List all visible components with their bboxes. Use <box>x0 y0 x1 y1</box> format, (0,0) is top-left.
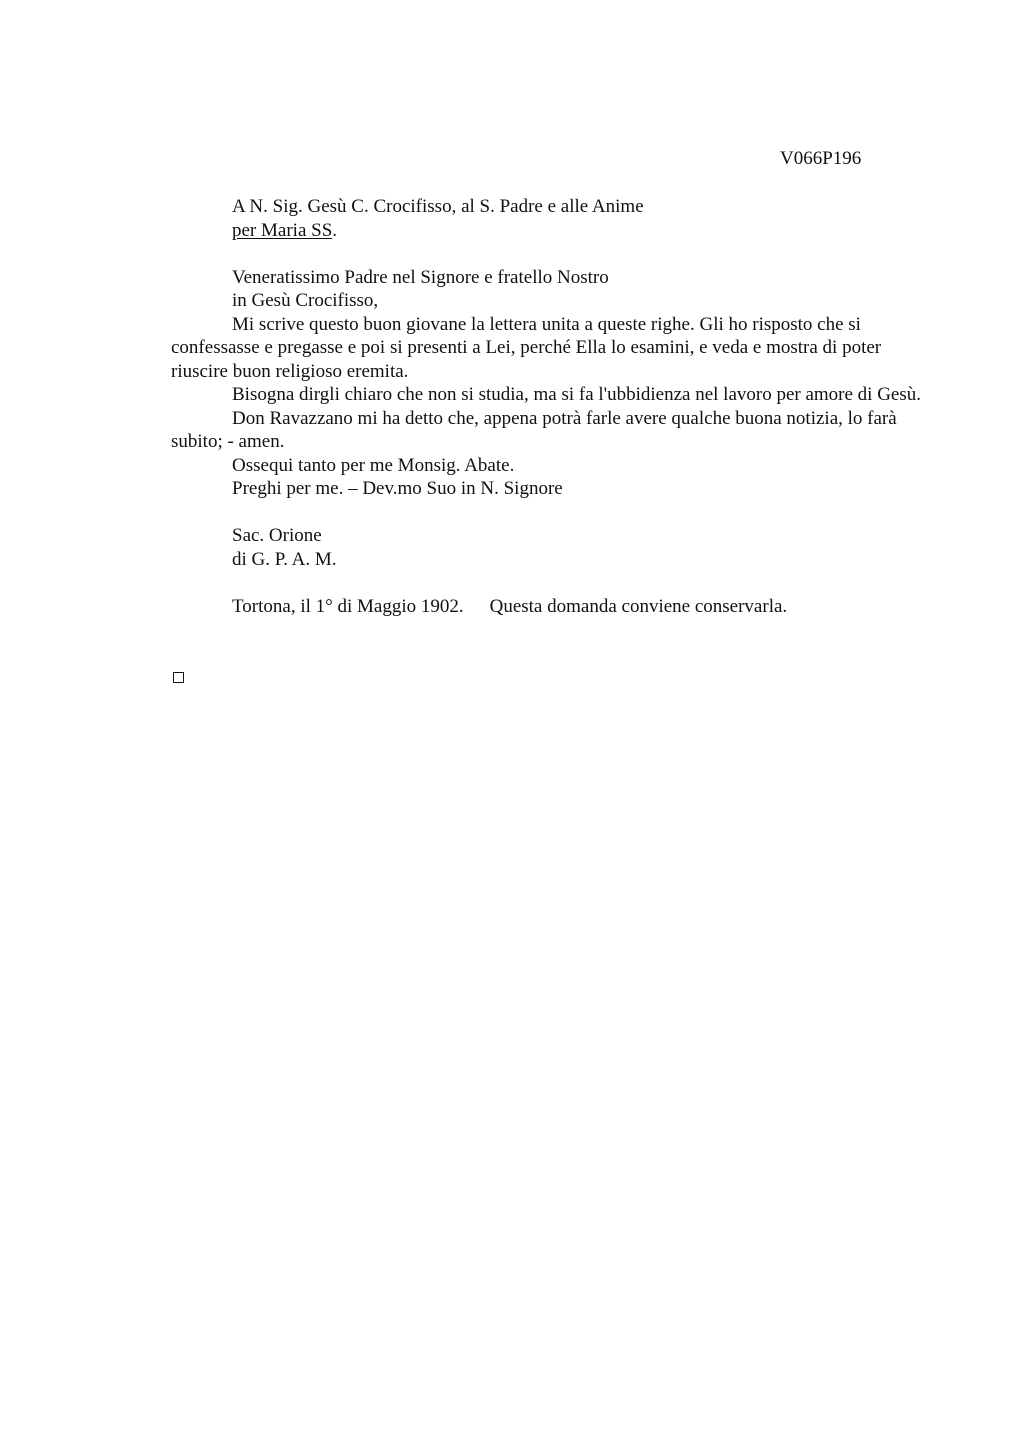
dedication-line-end: . <box>332 219 338 241</box>
salutation-line-1: Veneratissimo Padre nel Signore e fratello Nostro <box>232 266 609 288</box>
document-reference-code: V066P196 <box>780 148 862 169</box>
signature-line-2: di G. P. A. M. <box>232 548 337 570</box>
paragraph-4: Ossequi tanto per me Monsig. Abate. <box>232 454 515 476</box>
spacer <box>171 571 931 595</box>
dedication-line-2 <box>171 219 931 243</box>
paragraph-3: Don Ravazzano mi ha detto che, appena potrà farle avere qualche buona notizia, lo farà subito; - amen. <box>171 407 897 452</box>
spacer <box>171 242 931 266</box>
spacer <box>171 501 931 525</box>
paragraph-5: Preghi per me. – Dev.mo Suo in N. Signore <box>232 478 563 499</box>
letter-body <box>171 195 931 618</box>
dedication-underlined-text: per Maria SS <box>232 219 333 241</box>
place-date: Tortona, il 1° di Maggio 1902. <box>232 595 464 617</box>
paragraph-1: Mi scrive questo buon giovane la lettera unita a queste righe. Gli ho risposto che si confessasse e pregasse e poi si presenti a Lei, perché Ella lo esamini, e veda e mostra di poter riuscire buon religioso eremita. <box>171 313 882 382</box>
signature-line-1: Sac. Orione <box>232 525 322 546</box>
closing-line <box>171 595 931 619</box>
salutation-line-2: in Gesù Crocifisso, <box>232 290 379 311</box>
empty-checkbox-icon <box>173 672 184 683</box>
paragraph-2: Bisogna dirgli chiaro che non si studia, ma si fa l'ubbidienza nel lavoro per amore di Gesù. <box>232 384 922 405</box>
dedication-line-1: A N. Sig. Gesù C. Crocifisso, al S. Padre e alle Anime <box>232 196 644 217</box>
closing-note: Questa domanda conviene conservarla. <box>489 595 788 617</box>
